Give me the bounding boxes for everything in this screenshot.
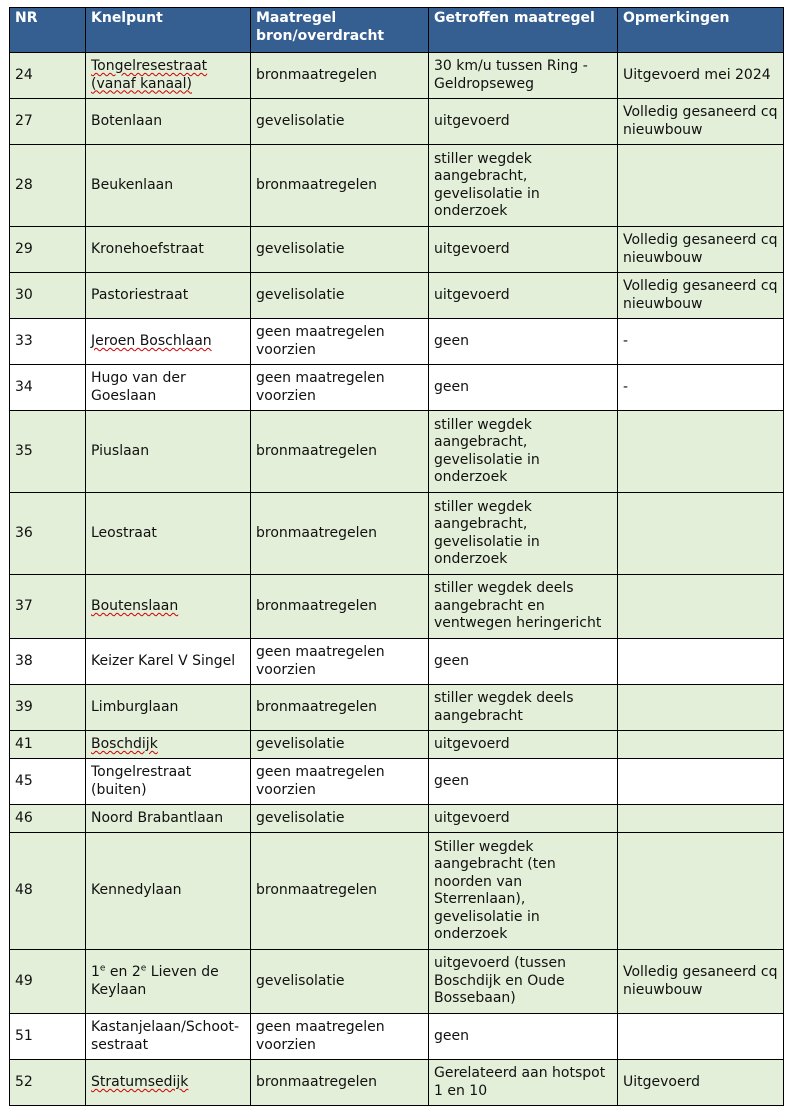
cell-opmerkingen: Uitgevoerd — [618, 1060, 784, 1106]
cell-knelpunt: Leostraat — [86, 493, 251, 575]
cell-knelpunt — [86, 575, 251, 639]
cell-bron: gevelisolatie — [251, 227, 429, 273]
cell-nr: 48 — [10, 833, 86, 950]
cell-bron: gevelisolatie — [251, 99, 429, 145]
cell-getroffen: geen — [429, 365, 618, 411]
table-row — [10, 145, 784, 227]
cell-nr: 51 — [10, 1014, 86, 1060]
knelpunt-mid: en 2 — [105, 964, 141, 980]
cell-bron: bronmaatregelen — [251, 411, 429, 493]
cell-knelpunt: Hugo van der Goeslaan — [86, 365, 251, 411]
cell-opmerkingen — [618, 685, 784, 731]
cell-bron: geen maatregelen voorzien — [251, 1014, 429, 1060]
cell-getroffen: uitgevoerd — [429, 99, 618, 145]
header-maatregel: Maatregel bron/overdracht — [251, 8, 429, 53]
cell-knelpunt-text: Boutenslaan — [91, 597, 179, 614]
table-row — [10, 1014, 784, 1060]
cell-bron: bronmaatregelen — [251, 493, 429, 575]
cell-opmerkingen — [618, 805, 784, 833]
cell-bron: geen maatregelen voorzien — [251, 759, 429, 805]
cell-getroffen: uitgevoerd — [429, 227, 618, 273]
cell-opmerkingen — [618, 575, 784, 639]
cell-bron: gevelisolatie — [251, 950, 429, 1014]
table-row — [10, 227, 784, 273]
cell-bron: bronmaatregelen — [251, 145, 429, 227]
cell-knelpunt: Kennedylaan — [86, 833, 251, 950]
cell-bron: bronmaatregelen — [251, 53, 429, 99]
header-getroffen: Getroffen maatregel — [429, 8, 618, 53]
table-row — [10, 833, 784, 950]
cell-opmerkingen — [618, 145, 784, 227]
cell-bron: bronmaatregelen — [251, 1060, 429, 1106]
header-nr: NR — [10, 8, 86, 53]
cell-opmerkingen: - — [618, 319, 784, 365]
cell-opmerkingen — [618, 833, 784, 950]
header-row — [10, 8, 784, 53]
cell-opmerkingen — [618, 1014, 784, 1060]
cell-nr: 46 — [10, 805, 86, 833]
cell-knelpunt — [86, 731, 251, 759]
table-row — [10, 759, 784, 805]
cell-opmerkingen — [618, 639, 784, 685]
cell-bron: geen maatregelen voorzien — [251, 639, 429, 685]
cell-bron: gevelisolatie — [251, 731, 429, 759]
cell-getroffen: Stiller wegdek aangebracht (ten noorden van Sterrenlaan), gevelisolatie in onderzoek — [429, 833, 618, 950]
cell-opmerkingen — [618, 411, 784, 493]
table-row — [10, 805, 784, 833]
cell-getroffen: geen — [429, 1014, 618, 1060]
cell-knelpunt: Kronehoefstraat — [86, 227, 251, 273]
cell-getroffen: stiller wegdek aangebracht, gevelisolatie in onderzoek — [429, 493, 618, 575]
cell-nr: 34 — [10, 365, 86, 411]
cell-bron: bronmaatregelen — [251, 575, 429, 639]
table-row — [10, 731, 784, 759]
header-knelpunt: Knelpunt — [86, 8, 251, 53]
cell-bron: bronmaatregelen — [251, 833, 429, 950]
cell-getroffen: 30 km/u tussen Ring - Geldropseweg — [429, 53, 618, 99]
cell-nr: 39 — [10, 685, 86, 731]
cell-nr: 52 — [10, 1060, 86, 1106]
cell-getroffen: geen — [429, 759, 618, 805]
cell-knelpunt: Tongelrestraat (buiten) — [86, 759, 251, 805]
cell-getroffen: stiller wegdek aangebracht, gevelisolatie in onderzoek — [429, 145, 618, 227]
cell-getroffen: uitgevoerd — [429, 805, 618, 833]
cell-knelpunt — [86, 1060, 251, 1106]
cell-knelpunt — [86, 319, 251, 365]
cell-opmerkingen — [618, 493, 784, 575]
table-row — [10, 1060, 784, 1106]
cell-nr: 49 — [10, 950, 86, 1014]
cell-getroffen: uitgevoerd (tussen Boschdijk en Oude Bossebaan) — [429, 950, 618, 1014]
table-row — [10, 273, 784, 319]
cell-getroffen: geen — [429, 319, 618, 365]
cell-getroffen: Gerelateerd aan hotspot 1 en 10 — [429, 1060, 618, 1106]
cell-getroffen: geen — [429, 639, 618, 685]
cell-opmerkingen: Volledig gesaneerd cq nieuwbouw — [618, 273, 784, 319]
cell-getroffen: stiller wegdek deels aangebracht — [429, 685, 618, 731]
cell-knelpunt-text: Boschdijk — [91, 735, 158, 752]
cell-getroffen: uitgevoerd — [429, 731, 618, 759]
cell-knelpunt: Kastanjelaan/Schoot-sestraat — [86, 1014, 251, 1060]
header-opmerkingen: Opmerkingen — [618, 8, 784, 53]
cell-nr: 27 — [10, 99, 86, 145]
table-row — [10, 99, 784, 145]
table-row — [10, 575, 784, 639]
cell-knelpunt — [86, 950, 251, 1014]
cell-getroffen: uitgevoerd — [429, 273, 618, 319]
cell-knelpunt: Botenlaan — [86, 99, 251, 145]
table-row — [10, 639, 784, 685]
cell-bron: gevelisolatie — [251, 805, 429, 833]
cell-knelpunt: Pastoriestraat — [86, 273, 251, 319]
cell-opmerkingen: Volledig gesaneerd cq nieuwbouw — [618, 99, 784, 145]
cell-bron: gevelisolatie — [251, 273, 429, 319]
cell-knelpunt-text: Tongelresestraat (vanaf kanaal) — [91, 58, 208, 92]
cell-knelpunt: Piuslaan — [86, 411, 251, 493]
cell-getroffen: stiller wegdek deels aangebracht en ventwegen heringericht — [429, 575, 618, 639]
cell-knelpunt: Beukenlaan — [86, 145, 251, 227]
cell-knelpunt: Noord Brabantlaan — [86, 805, 251, 833]
cell-nr: 35 — [10, 411, 86, 493]
cell-bron: bronmaatregelen — [251, 685, 429, 731]
cell-nr: 41 — [10, 731, 86, 759]
cell-knelpunt: Keizer Karel V Singel — [86, 639, 251, 685]
cell-opmerkingen — [618, 731, 784, 759]
table-row — [10, 685, 784, 731]
knelpunt-sup-1: e — [99, 963, 106, 974]
knelpunt-sup-2: e — [140, 963, 147, 974]
knelpunt-pre: 1 — [91, 964, 100, 980]
cell-nr: 38 — [10, 639, 86, 685]
cell-nr: 33 — [10, 319, 86, 365]
cell-knelpunt-text: Jeroen Boschlaan — [91, 332, 212, 349]
cell-nr: 24 — [10, 53, 86, 99]
cell-opmerkingen: Uitgevoerd mei 2024 — [618, 53, 784, 99]
cell-nr: 37 — [10, 575, 86, 639]
cell-nr: 28 — [10, 145, 86, 227]
cell-knelpunt-text: Stratumsedijk — [91, 1073, 189, 1090]
knelpunten-table — [9, 7, 784, 1106]
cell-nr: 29 — [10, 227, 86, 273]
cell-opmerkingen — [618, 759, 784, 805]
cell-nr: 45 — [10, 759, 86, 805]
cell-nr: 30 — [10, 273, 86, 319]
cell-opmerkingen: Volledig gesaneerd cq nieuwbouw — [618, 950, 784, 1014]
table-row — [10, 319, 784, 365]
cell-knelpunt: Limburglaan — [86, 685, 251, 731]
table-row — [10, 53, 784, 99]
cell-knelpunt — [86, 53, 251, 99]
cell-bron: geen maatregelen voorzien — [251, 365, 429, 411]
knelpunt-post: Lieven de Keylaan — [91, 964, 219, 998]
table-row — [10, 493, 784, 575]
cell-nr: 36 — [10, 493, 86, 575]
cell-getroffen: stiller wegdek aangebracht, gevelisolatie in onderzoek — [429, 411, 618, 493]
table-row — [10, 950, 784, 1014]
cell-opmerkingen: - — [618, 365, 784, 411]
table-row — [10, 411, 784, 493]
table-row — [10, 365, 784, 411]
cell-bron: geen maatregelen voorzien — [251, 319, 429, 365]
cell-opmerkingen: Volledig gesaneerd cq nieuwbouw — [618, 227, 784, 273]
